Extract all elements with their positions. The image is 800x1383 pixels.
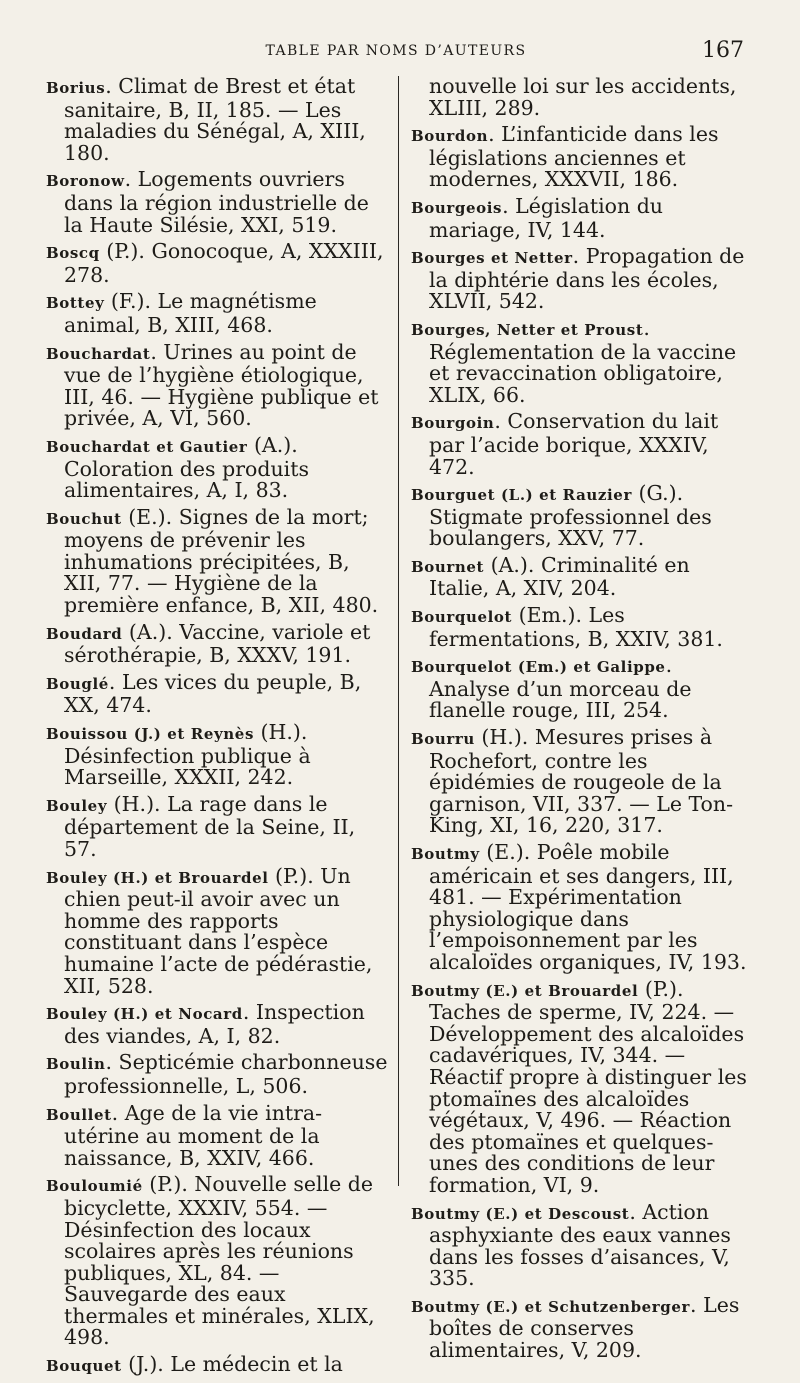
index-entry: [46, 1174, 392, 1349]
entry-text: (P.). Nouvelle selle de bicyclette, XXXIV, 554. — Désinfection des locaux scolaires après les réunions publiques, XL, 84. — Sauvegarde des eaux thermales et minérales, XLIX, 498.: [64, 1172, 375, 1350]
entry-text: . Réglementation de la vaccine et revaccination obligatoire, XLIX, 66.: [429, 315, 737, 407]
index-entry: [411, 552, 751, 601]
running-title: TABLE PAR NOMS D’AUTEURS: [265, 43, 527, 59]
index-entry: [46, 1100, 392, 1170]
author-name: Borius: [46, 79, 106, 97]
index-entry: [46, 722, 392, 789]
index-entry: [411, 1292, 751, 1363]
index-entry: [46, 241, 392, 286]
author-name: Bouley: [46, 796, 108, 815]
author-name: Boutmy (E.) et Brouardel: [411, 981, 639, 1000]
author-name: Boscq: [46, 244, 100, 263]
entry-text: (H.). Mesures prises à Rochefort, contre les épidémies de rougeole de la garnison, VII, 337. — Le Ton-King, XI, 16, 220, 317.: [429, 725, 734, 838]
index-entry: [411, 976, 751, 1197]
index-entry: [46, 1002, 392, 1047]
index-entry: [46, 1354, 392, 1378]
entry-text: . Les vices du peuple, B, XX, 474.: [64, 669, 362, 718]
author-name: Bourges et Netter: [411, 249, 573, 268]
entry-text: . Age de la vie intra-utérine au moment de la naissance, B, XXIV, 466.: [64, 1100, 323, 1170]
index-entry: [411, 483, 751, 550]
entry-text: (P.). Un chien peut-il avoir avec un homme des rapports constituant dans l’espèce humaine l’acte de pédérastie, XII, 528.: [64, 863, 373, 998]
author-name: Bouloumié: [46, 1177, 143, 1196]
entry-text: . Climat de Brest et état sanitaire, B, II, 185. — Les maladies du Sénégal, A, XIII, 180.: [64, 74, 366, 165]
index-entry: [411, 605, 751, 650]
index-entry: [46, 504, 392, 618]
author-name: Boullet: [46, 1105, 112, 1124]
index-entry: [411, 315, 751, 407]
entry-text: . L’infanticide dans les législations anciennes et modernes, XXXVII, 186.: [429, 122, 719, 192]
index-entry: [411, 1199, 751, 1291]
entry-text: . Action asphyxiante des eaux vannes dans les fosses d’aisances, V, 335.: [429, 1199, 731, 1291]
author-name: Bouchardat et Gautier: [46, 437, 248, 456]
left-column: [46, 76, 392, 1383]
entry-text: (P.). Gonocoque, A, XXXIII, 278.: [64, 239, 384, 287]
entry-text: nouvelle loi sur les accidents, XLIII, 289.: [429, 74, 737, 120]
right-column: [411, 76, 751, 1367]
index-entry: [411, 246, 751, 313]
index-entry: [411, 124, 751, 191]
author-name: Bouchardat: [46, 344, 151, 363]
author-name: Bouquet: [46, 1357, 122, 1376]
entry-text: . Les boîtes de conserves alimentaires, V, 209.: [429, 1292, 740, 1363]
entry-text: . Inspection des viandes, A, I, 82.: [64, 1000, 365, 1048]
author-name: Boutmy (E.) et Descoust: [411, 1204, 630, 1223]
entry-text: (G.). Stigmate professionnel des boulangers, XXV, 77.: [429, 481, 712, 551]
author-name: Boutmy (E.) et Schutzenberger: [411, 1297, 691, 1316]
author-name: Bourquelot (Em.) et Galippe: [411, 658, 666, 677]
index-entry: [46, 619, 392, 668]
author-name: Bourges, Netter et Proust: [411, 320, 644, 339]
author-name: Boronow: [46, 172, 125, 191]
author-name: Bouley (H.) et Brouardel: [46, 868, 269, 887]
index-entry: [46, 1052, 392, 1097]
entry-text: (F.). Le magnétisme animal, B, XIII, 468.: [64, 289, 317, 337]
index-entry: [46, 863, 392, 998]
entry-text: . Logements ouvriers dans la région industrielle de la Haute Silésie, XXI, 519.: [64, 167, 369, 237]
author-name: Boutmy: [411, 845, 480, 863]
index-entry: [46, 339, 392, 431]
entry-text: . Législation du mariage, IV, 144.: [429, 193, 664, 242]
entry-text: (P.). Taches de sperme, IV, 224. — Développement des alcaloïdes cadavériques, IV, 344. — Réactif propre à distinguer les ptomaïnes des alcaloïdes végétaux, V, 496. — Réaction des ptomaïnes et quelques-unes des conditions de leur formation, VI, 9.: [429, 976, 747, 1197]
entry-text: (A.). Criminalité en Italie, A, XIV, 204.: [429, 552, 690, 601]
author-name: Bourdon: [411, 127, 489, 146]
author-name: Bourquelot: [411, 608, 513, 627]
index-entry: [411, 727, 751, 837]
index-entry: [46, 169, 392, 236]
entry-text: . Urines au point de vue de l’hygiène étiologique, III, 46. — Hygiène publique et privée, A, VI, 560.: [64, 339, 379, 431]
author-name: Boulin: [46, 1055, 106, 1074]
index-entry: [411, 76, 751, 119]
index-entry: [411, 655, 751, 722]
entry-text: . Analyse d’un morceau de flanelle rouge, III, 254.: [429, 653, 692, 723]
entry-text: (J.). Le médecin et la: [121, 1352, 343, 1377]
author-name: Bourgeois: [411, 198, 503, 217]
author-name: Bouley (H.) et Nocard: [46, 1005, 243, 1024]
author-name: Bournet: [411, 557, 485, 576]
index-entry: [46, 432, 392, 503]
author-name: Bouissou (J.) et Reynès: [46, 725, 254, 744]
entry-text: (H.). Désinfection publique à Marseille, XXXII, 242.: [64, 720, 311, 790]
entry-text: . Conservation du lait par l’acide borique, XXXIV, 472.: [429, 409, 719, 479]
index-entry: [46, 669, 392, 718]
author-name: Bourgoin: [411, 414, 495, 433]
entry-text: . Propagation de la diphtérie dans les écoles, XLVII, 542.: [429, 244, 745, 314]
entry-text: . Septicémie charbonneuse professionnelle, L, 506.: [64, 1050, 388, 1098]
running-head: [48, 38, 744, 62]
author-name: Bouglé: [46, 674, 109, 693]
entry-text: (E.). Signes de la mort; moyens de prévenir les inhumations précipitées, B, XII, 77. — Hygiène de la première enfance, B, XII, 480.: [64, 504, 379, 618]
entry-text: (A.). Coloration des produits alimentaires, A, I, 83.: [64, 432, 309, 503]
index-entry: [46, 291, 392, 336]
entry-text: (H.). La rage dans le département de la Seine, II, 57.: [64, 791, 356, 861]
entry-text: (A.). Vaccine, variole et sérothérapie, B, XXXV, 191.: [64, 619, 371, 668]
index-entry: [411, 411, 751, 478]
author-name: Boudard: [46, 624, 123, 643]
author-name: Bourru: [411, 730, 475, 749]
index-entry: [46, 791, 392, 861]
column-divider: [398, 76, 399, 1186]
index-entry: [411, 193, 751, 242]
page-number: 167: [702, 38, 744, 63]
author-name: Bourguet (L.) et Rauzier: [411, 486, 632, 505]
author-name: Bottey: [46, 294, 105, 313]
author-name: Bouchut: [46, 509, 122, 528]
entry-text: (Em.). Les fermentations, B, XXIV, 381.: [429, 603, 723, 651]
index-entry: [46, 76, 392, 164]
entry-text: (E.). Poêle mobile américain et ses dangers, III, 481. — Expérimentation physiologique dans l’empoisonnement par les alcaloïdes organiques, IV, 193.: [429, 840, 747, 974]
index-entry: [411, 842, 751, 974]
